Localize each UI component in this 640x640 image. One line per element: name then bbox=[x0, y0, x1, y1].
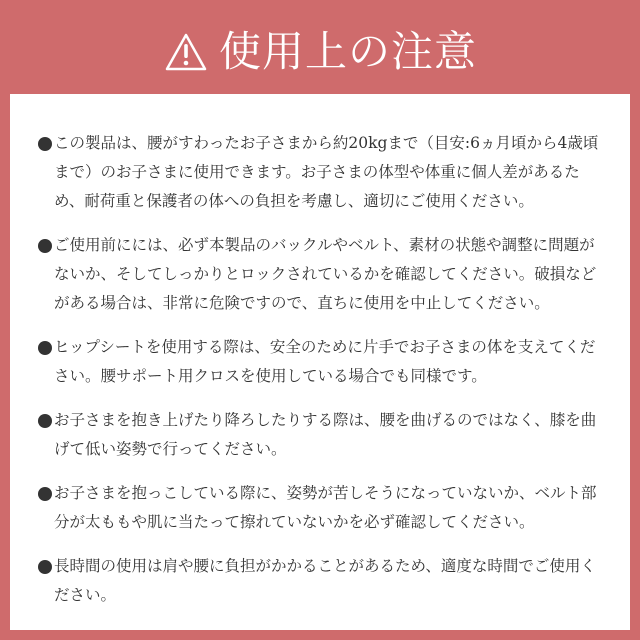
caution-text: ご使用前にには、必ず本製品のバックルやベルト、素材の状態や調整に問題がないか、そしてしっかりとロックされているかを確認してください。破損などがある場合は、非常に危険ですので、直ちに使用を中止してください。 bbox=[54, 236, 597, 312]
black-circle-icon bbox=[36, 406, 54, 435]
caution-item-weight-limit bbox=[36, 129, 606, 216]
caution-item-support-with-hand bbox=[36, 333, 606, 391]
caution-item-lifting-posture bbox=[36, 406, 606, 464]
caution-text: ヒップシートを使用する際は、安全のために片手でお子さまの体を支えてください。腰サポート用クロスを使用している場合でも同様です。 bbox=[54, 338, 596, 385]
caution-header-content bbox=[163, 27, 477, 76]
black-circle-icon bbox=[36, 479, 54, 508]
caution-text: お子さまを抱っこしている際に、姿勢が苦しそうになっていないか、ベルト部分が太ももや肌に当たって擦れていないかを必ず確認してください。 bbox=[54, 484, 597, 531]
black-circle-icon bbox=[36, 129, 54, 158]
black-circle-icon bbox=[36, 552, 54, 581]
caution-item-long-use bbox=[36, 552, 606, 610]
warning-triangle-icon bbox=[163, 31, 209, 73]
caution-text: お子さまを抱き上げたり降ろしたりする際は、腰を曲げるのではなく、膝を曲げて低い姿勢で行ってください。 bbox=[54, 411, 597, 458]
caution-text: 長時間の使用は肩や腰に負担がかかることがあるため、適度な時間でご使用ください。 bbox=[54, 557, 596, 604]
caution-list bbox=[36, 129, 606, 625]
caution-text: この製品は、腰がすわったお子さまから約20kgまで（目安:6ヵ月頃から4歳頃まで）のお子さまに使用できます。お子さまの体型や体重に個人差があるため、耐荷重と保護者の体への負担を考慮し、適切にご使用ください。 bbox=[54, 134, 599, 210]
caution-header bbox=[10, 10, 630, 94]
black-circle-icon bbox=[36, 231, 54, 260]
caution-item-pre-use-check bbox=[36, 231, 606, 318]
black-circle-icon bbox=[36, 333, 54, 362]
page-title: 使用上の注意 bbox=[218, 27, 477, 76]
caution-item-posture-and-friction bbox=[36, 479, 606, 537]
